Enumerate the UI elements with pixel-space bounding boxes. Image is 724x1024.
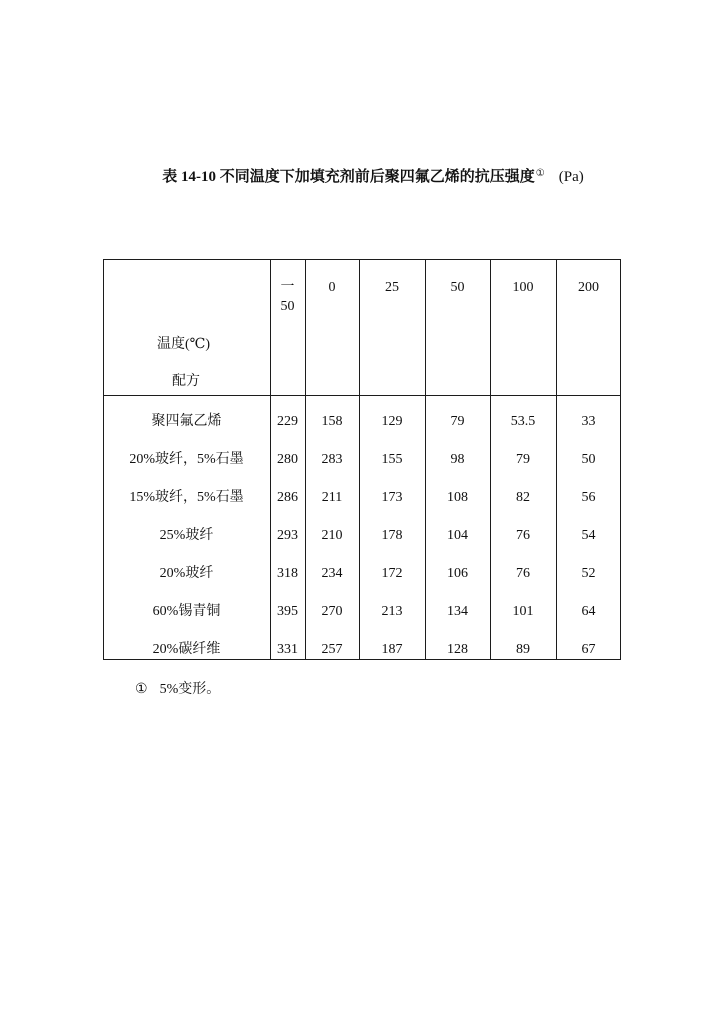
value-cell: 33 (581, 414, 596, 429)
formula-cell: 15%玻纤，5%石墨 (129, 490, 244, 505)
footnote-mark: ① (135, 682, 148, 697)
value-cell: 76 (516, 566, 530, 581)
formula-cell: 20%玻纤，5%石墨 (129, 452, 244, 467)
table-row (103, 602, 621, 622)
value-cell: 128 (447, 642, 468, 657)
table-title-note-mark: ① (535, 168, 545, 179)
value-cell: 64 (581, 604, 596, 619)
value-cell: 134 (447, 604, 468, 619)
table-title-text: 表 14-10 不同温度下加填充剂前后聚四氟乙烯的抗压强度 (162, 169, 535, 185)
value-cell: 52 (581, 566, 596, 581)
temperature-header: 0 (328, 280, 336, 295)
value-cell: 76 (516, 528, 530, 543)
temperature-header-value: 50 (280, 299, 295, 314)
table-row (103, 412, 621, 432)
formula-cell: 60%锡青铜 (152, 604, 221, 619)
value-cell: 89 (516, 642, 530, 657)
value-cell: 234 (321, 566, 343, 581)
header-divider (103, 395, 621, 396)
temperature-header: 50 (450, 280, 465, 295)
value-cell: 79 (516, 452, 530, 467)
value-cell: 257 (321, 642, 343, 657)
value-cell: 129 (381, 414, 403, 429)
footnote (135, 680, 220, 700)
value-cell: 331 (277, 642, 298, 657)
temperature-header: 一 (280, 280, 295, 295)
formula-cell: 25%玻纤 (159, 528, 214, 543)
value-cell: 158 (321, 414, 343, 429)
table-row (103, 640, 621, 660)
table-row (103, 526, 621, 546)
value-cell: 56 (581, 490, 596, 505)
value-cell: 213 (381, 604, 403, 619)
table-title (123, 164, 623, 184)
value-cell: 286 (277, 490, 298, 505)
table-row (103, 564, 621, 584)
corner-header-formula: 配方 (172, 374, 200, 389)
value-cell: 98 (450, 452, 465, 467)
value-cell: 82 (516, 490, 530, 505)
value-cell: 211 (321, 490, 343, 505)
value-cell: 293 (277, 528, 298, 543)
temperature-header: 25 (385, 280, 399, 295)
temperature-header: 200 (578, 280, 599, 295)
formula-cell: 聚四氟乙烯 (151, 414, 222, 429)
value-cell: 187 (381, 642, 403, 657)
value-cell: 318 (277, 566, 298, 581)
footnote-text: 5%变形。 (159, 682, 221, 697)
strength-table (103, 259, 621, 660)
value-cell: 79 (450, 414, 465, 429)
value-cell: 54 (581, 528, 596, 543)
value-cell: 172 (381, 566, 403, 581)
formula-cell: 20%碳纤维 (152, 642, 221, 657)
table-row (103, 450, 621, 470)
value-cell: 53.5 (510, 414, 536, 429)
value-cell: 210 (321, 528, 343, 543)
table-row (103, 488, 621, 508)
temperature-header: 100 (512, 280, 534, 295)
value-cell: 229 (277, 414, 298, 429)
value-cell: 106 (447, 566, 468, 581)
value-cell: 104 (447, 528, 468, 543)
table-title-unit: (Pa) (558, 169, 584, 185)
value-cell: 101 (512, 604, 534, 619)
value-cell: 280 (277, 452, 298, 467)
formula-cell: 20%玻纤 (159, 566, 214, 581)
value-cell: 178 (381, 528, 403, 543)
value-cell: 50 (581, 452, 596, 467)
value-cell: 67 (581, 642, 596, 657)
value-cell: 270 (321, 604, 343, 619)
corner-header-temperature: 温度(℃) (157, 337, 210, 352)
value-cell: 283 (321, 452, 343, 467)
value-cell: 173 (381, 490, 403, 505)
value-cell: 155 (381, 452, 403, 467)
value-cell: 108 (447, 490, 468, 505)
value-cell: 395 (277, 604, 298, 619)
